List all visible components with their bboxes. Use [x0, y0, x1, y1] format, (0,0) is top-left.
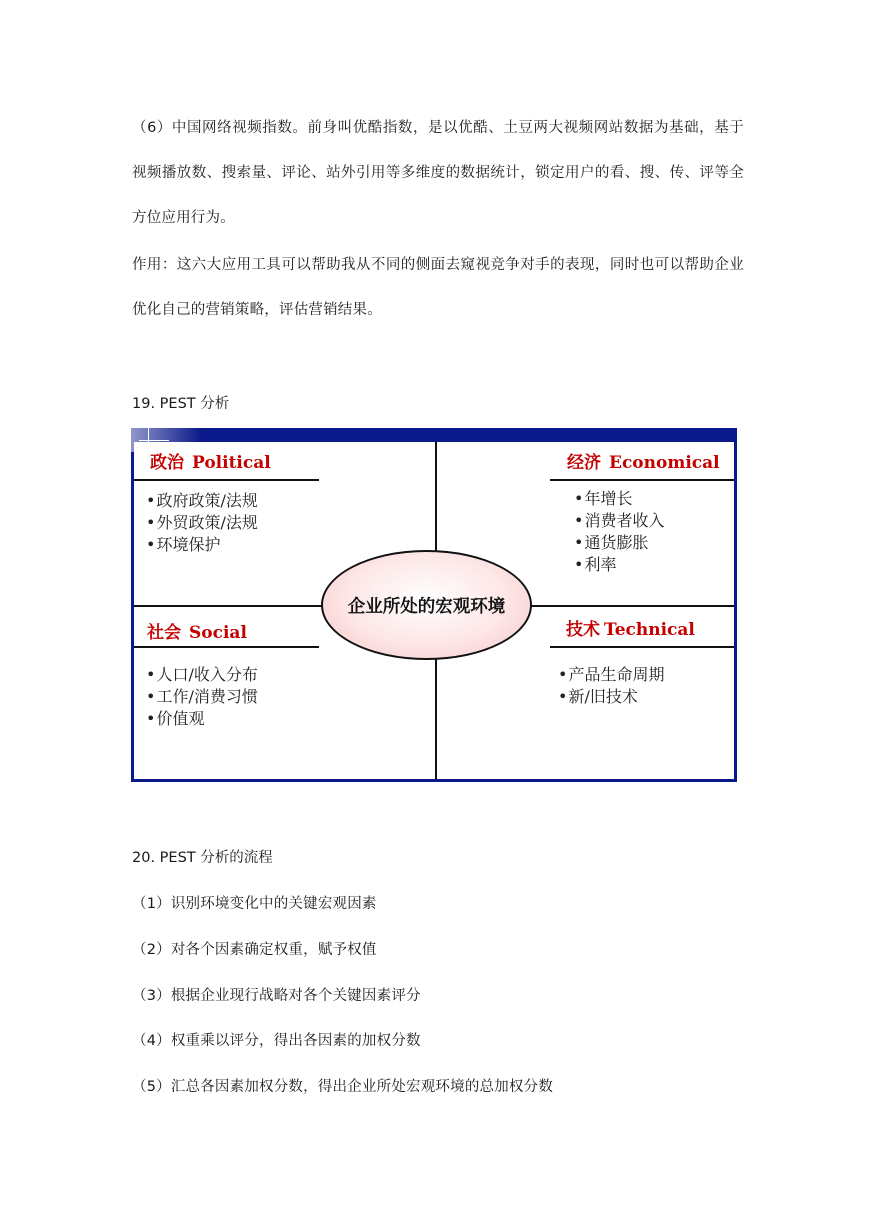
political-list [146, 490, 258, 556]
technical-en: Technical [604, 620, 695, 640]
list-item: • 年增长 [574, 488, 664, 510]
list-item: • 消费者收入 [574, 510, 664, 532]
list-item: • 人口/收入分布 [146, 664, 258, 686]
social-list [146, 664, 258, 730]
political-en: Political [192, 453, 271, 473]
technical-cn: 技术 [566, 620, 600, 640]
list-item: • 政府政策/法规 [146, 490, 258, 512]
list-item: • 新/旧技术 [558, 686, 664, 708]
technical-list [558, 664, 664, 708]
economical-cn: 经济 [567, 453, 601, 473]
social-en: Social [189, 623, 247, 643]
list-item: • 利率 [574, 554, 664, 576]
paragraph-effect: 作用：这六大应用工具可以帮助我从不同的侧面去窥视竞争对手的表现，同时也可以帮助企业优化自己的营销策略，评估营销结果。 [132, 257, 744, 318]
technical-heading [566, 615, 695, 640]
step-2: （2）对各个因素确定权重，赋予权值 [132, 942, 377, 958]
political-cn: 政治 [150, 453, 184, 473]
list-item: • 工作/消费习惯 [146, 686, 258, 708]
social-rule [134, 646, 319, 648]
center-label: 企业所处的宏观环境 [347, 596, 506, 617]
pest-panel [134, 442, 734, 779]
list-item: • 通货膨胀 [574, 532, 664, 554]
step-3: （3）根据企业现行战略对各个关键因素评分 [132, 988, 421, 1004]
economical-heading [567, 448, 720, 473]
glint-line-horizontal [139, 440, 169, 441]
step-1: （1）识别环境变化中的关键宏观因素 [132, 896, 377, 912]
economical-list [574, 488, 664, 576]
section-19-title: 19. PEST 分析 [132, 396, 230, 412]
section-20-title: 20. PEST 分析的流程 [132, 850, 273, 866]
step-5: （5）汇总各因素加权分数，得出企业所处宏观环境的总加权分数 [132, 1079, 554, 1095]
political-heading [150, 448, 271, 473]
social-cn: 社会 [147, 623, 181, 643]
paragraph-item6: （6）中国网络视频指数。前身叫优酷指数，是以优酷、土豆两大视频网站数据为基础，基于视频播放数、搜索量、评论、站外引用等多维度的数据统计，锁定用户的看、搜、传、评等全方位应用行为。 [132, 120, 744, 226]
technical-rule [550, 646, 734, 648]
list-item: • 外贸政策/法规 [146, 512, 258, 534]
economical-rule [550, 479, 734, 481]
pest-diagram [131, 428, 737, 782]
list-item: • 产品生命周期 [558, 664, 664, 686]
political-rule [134, 479, 319, 481]
center-oval [321, 550, 532, 660]
step-4: （4）权重乘以评分，得出各因素的加权分数 [132, 1033, 421, 1049]
list-item: • 价值观 [146, 708, 258, 730]
list-item: • 环境保护 [146, 534, 258, 556]
economical-en: Economical [609, 453, 720, 473]
social-heading [147, 618, 247, 643]
